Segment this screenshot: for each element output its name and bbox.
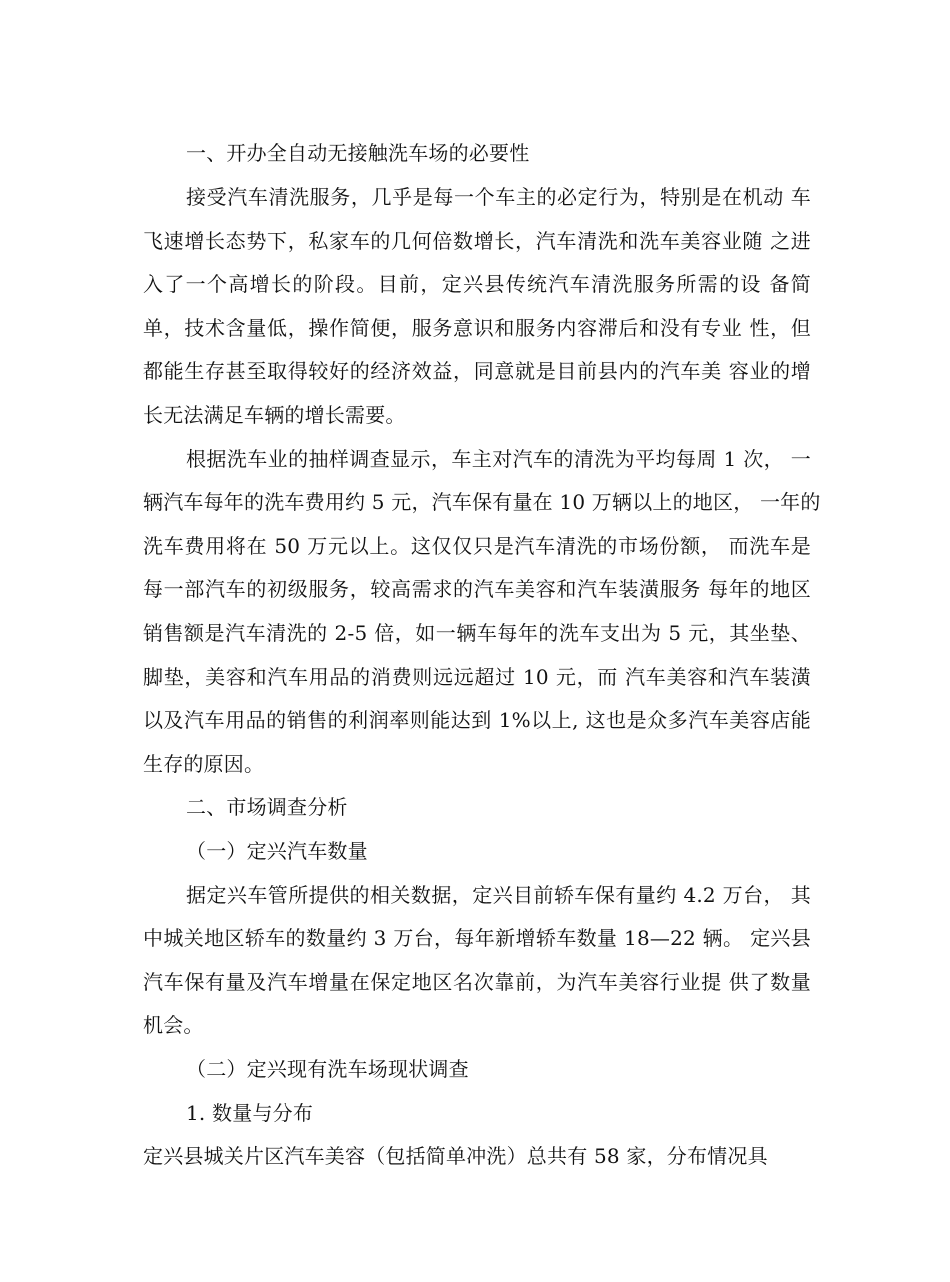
paragraph-line: 据定兴车管所提供的相关数据，定兴目前轿车保有量约 4.2 万台， 其 [186,883,811,907]
paragraph-line: 根据洗车业的抽样调查显示，车主对汽车的清洗为平均每周 1 次， 一 [186,447,811,471]
paragraph-line: 接受汽车清洗服务，几乎是每一个车主的必定行为，特别是在机动 车 [186,185,811,209]
subsection-heading-1: （一）定兴汽车数量 [186,839,368,863]
paragraph-line: 汽车保有量及汽车增量在保定地区名次靠前，为汽车美容行业提 供了数量 [143,970,811,994]
paragraph-line: 脚垫，美容和汽车用品的消费则远远超过 10 元，而 汽车美容和汽车装潢 [143,665,811,689]
paragraph-line: 定兴县城关片区汽车美容（包括简单冲洗）总共有 58 家，分布情况具 [143,1144,768,1168]
paragraph-line: 销售额是汽车清洗的 2-5 倍，如一辆车每年的洗车支出为 5 元，其坐垫、 [143,621,811,645]
paragraph-line: 单，技术含量低，操作简便，服务意识和服务内容滞后和没有专业 性，但 [143,316,811,340]
paragraph-line: 机会。 [143,1013,204,1037]
paragraph-line: 入了一个高增长的阶段。目前，定兴县传统汽车清洗服务所需的设 备简 [143,272,811,296]
paragraph-line: 都能生存甚至取得较好的经济效益，同意就是目前县内的汽车美 容业的增 [143,359,811,383]
paragraph-line: 辆汽车每年的洗车费用约 5 元，汽车保有量在 10 万辆以上的地区， 一年的 [143,490,821,514]
paragraph-line: 中城关地区轿车的数量约 3 万台，每年新增轿车数量 18—22 辆。 定兴县 [143,926,811,950]
paragraph-line: 每一部汽车的初级服务，较高需求的汽车美容和汽车装潢服务 每年的地区 [143,577,811,601]
subsection-heading-2: （二）定兴现有洗车场现状调查 [186,1057,469,1081]
paragraph-line: 洗车费用将在 50 万元以上。这仅仅只是汽车清洗的市场份额， 而洗车是 [143,534,811,558]
paragraph-line: 长无法满足车辆的增长需要。 [143,403,406,427]
section-heading-2: 二、市场调查分析 [186,795,348,819]
paragraph-line: 生存的原因。 [143,752,265,776]
paragraph-line: 飞速增长态势下，私家车的几何倍数增长，汽车清洗和洗车美容业随 之进 [143,229,811,253]
list-heading-1: 1. 数量与分布 [186,1101,314,1125]
paragraph-line: 以及汽车用品的销售的利润率则能达到 1%以上, 这也是众多汽车美容店能 [143,708,811,732]
section-heading-1: 一、开办全自动无接触洗车场的必要性 [186,141,530,165]
